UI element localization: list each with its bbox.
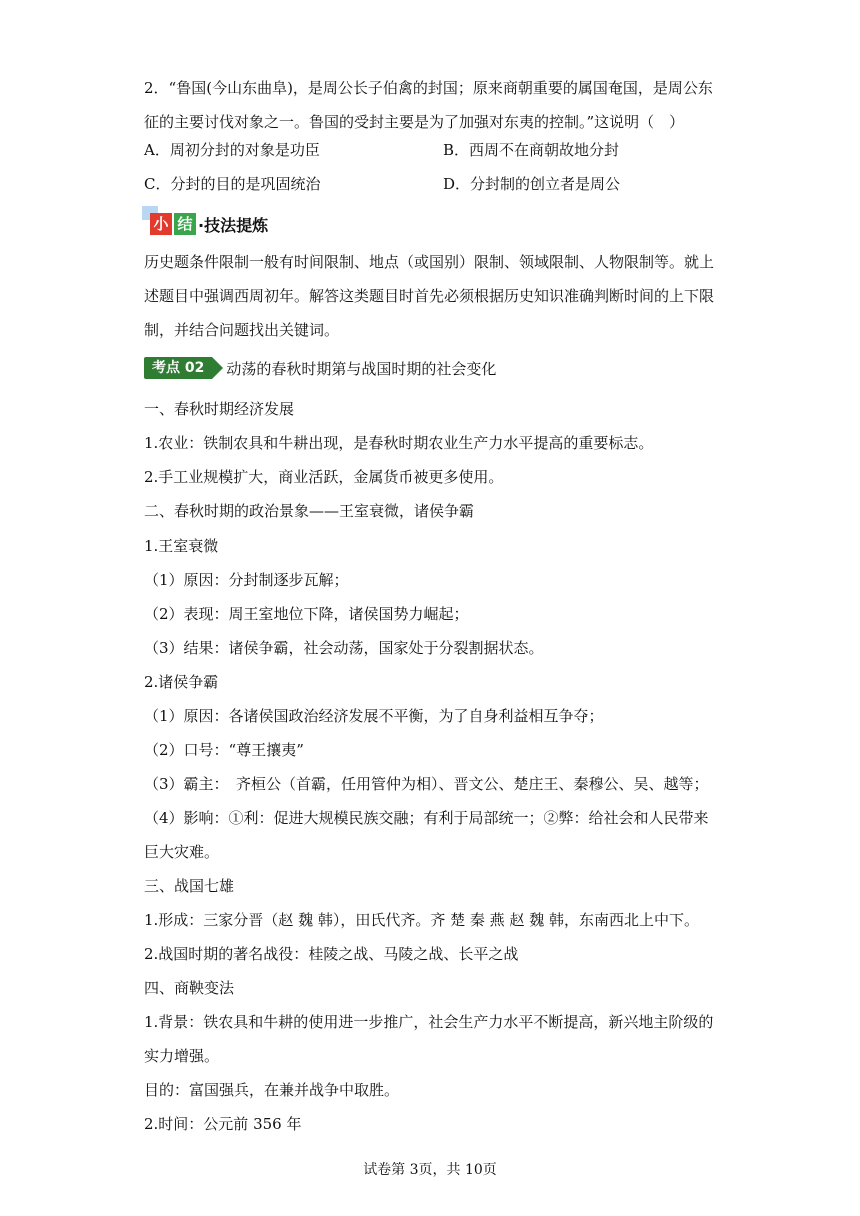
option-c: C．分封的目的是巩固统治 xyxy=(144,175,321,193)
summary-title: ·技法提炼 xyxy=(198,215,269,235)
paragraph: 目的：富国强兵，在兼并战争中取胜。 xyxy=(144,1081,400,1099)
paragraph: （2）表现：周王室地位下降，诸侯国势力崛起； xyxy=(144,605,469,623)
paragraph: （1）原因：各诸侯国政治经济发展不平衡，为了自身利益相互争夺； xyxy=(144,707,604,725)
subheading: 1.王室衰微 xyxy=(144,537,219,555)
summary-text: 历史题条件限制一般有时间限制、地点（或国别）限制、领域限制、人物限制等。就上述题目中强调西周初年。解答这类题目时首先必须根据历史知识准确判断时间的上下限制，并结合问题找出关键词。 xyxy=(144,253,715,339)
paragraph: （3）霸主： 齐桓公（首霸，任用管仲为相）、晋文公、楚庄王、秦穆公、吴、越等； xyxy=(144,775,709,793)
kaodian-badge: 考点 02 xyxy=(144,357,212,379)
paragraph: 2.手工业规模扩大，商业活跃，金属货币被更多使用。 xyxy=(144,468,504,486)
question-stem: 2．“鲁国(今山东曲阜)，是周公长子伯禽的封国；原来商朝重要的属国奄国，是周公东征的主要讨伐对象之一。鲁国的受封主要是为了加强对东夷的控制。”这说明（ ） xyxy=(144,79,713,131)
summary-badge xyxy=(144,208,268,240)
subheading: 2.诸侯争霸 xyxy=(144,673,219,691)
section-heading-3: 三、战国七雄 xyxy=(144,877,235,895)
badge-char-1: 小 xyxy=(150,213,172,235)
paragraph: （1）原因：分封制逐步瓦解； xyxy=(144,571,349,589)
section-heading-4: 四、商鞅变法 xyxy=(144,979,235,997)
kaodian-header xyxy=(144,356,496,380)
badge-char-2: 结 xyxy=(174,213,196,235)
option-b: B．西周不在商朝故地分封 xyxy=(443,141,620,159)
paragraph: 1.背景：铁农具和牛耕的使用进一步推广，社会生产力水平不断提高，新兴地主阶级的实力增强。 xyxy=(144,1013,714,1065)
option-a: A．周初分封的对象是功臣 xyxy=(144,141,320,159)
option-d: D．分封制的创立者是周公 xyxy=(443,175,621,193)
paragraph: 2.战国时期的著名战役：桂陵之战、马陵之战、长平之战 xyxy=(144,945,519,963)
section-heading-2: 二、春秋时期的政治景象——王室衰微，诸侯争霸 xyxy=(144,502,475,520)
section-heading-1: 一、春秋时期经济发展 xyxy=(144,400,295,418)
kaodian-title: 动荡的春秋时期第与战国时期的社会变化 xyxy=(226,359,497,378)
paragraph: 1.形成：三家分晋（赵 魏 韩），田氏代齐。齐 楚 秦 燕 赵 魏 韩，东南西北上中下。 xyxy=(144,911,699,929)
page-footer: 试卷第 3页，共 10页 xyxy=(363,1162,497,1178)
paragraph: （4）影响：①利：促进大规模民族交融；有利于局部统一；②弊：给社会和人民带来巨大灾难。 xyxy=(144,809,709,861)
paragraph: （2）口号：“尊王攘夷” xyxy=(144,741,304,759)
paragraph: （3）结果：诸侯争霸，社会动荡，国家处于分裂割据状态。 xyxy=(144,639,544,657)
paragraph: 1.农业：铁制农具和牛耕出现，是春秋时期农业生产力水平提高的重要标志。 xyxy=(144,434,654,452)
paragraph: 2.时间：公元前 356 年 xyxy=(144,1115,302,1133)
